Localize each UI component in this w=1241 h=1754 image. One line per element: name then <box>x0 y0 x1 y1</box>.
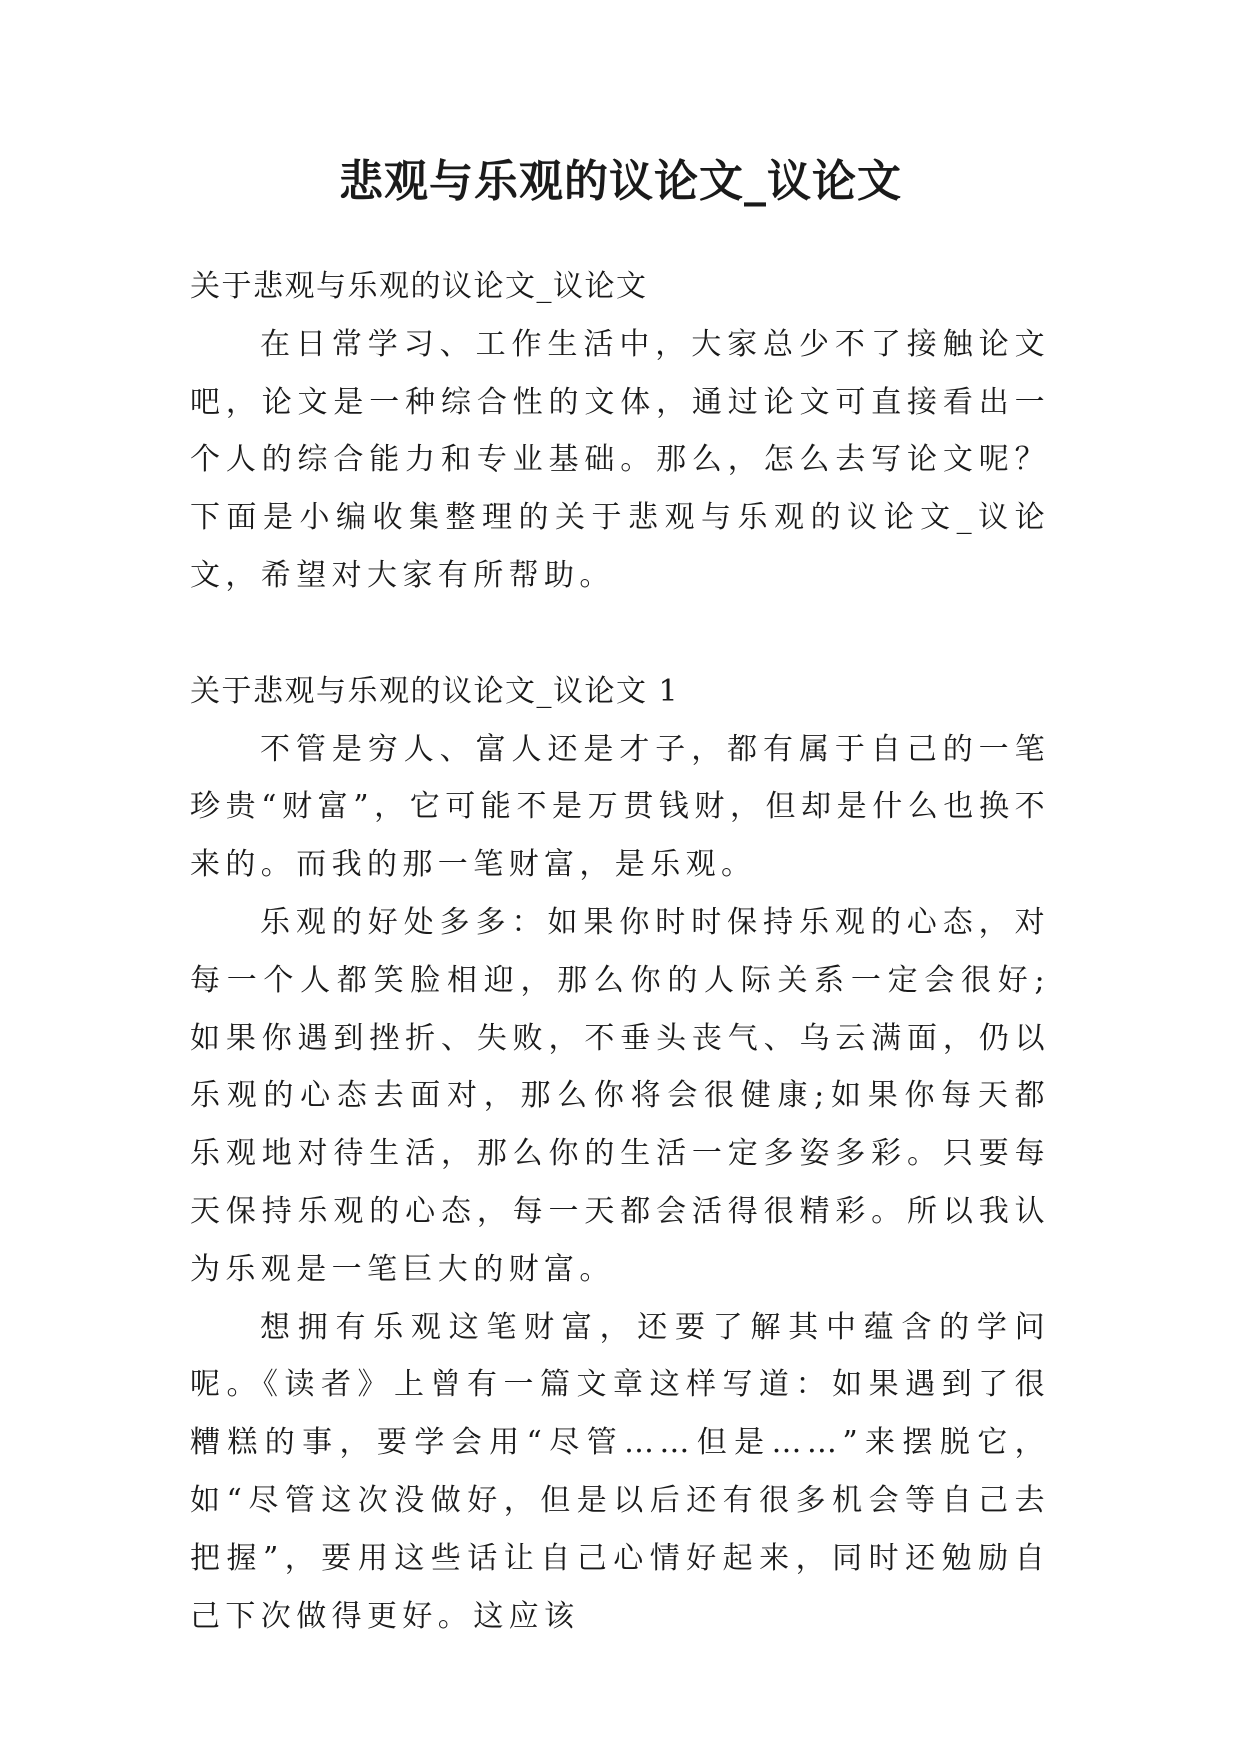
section-spacer <box>190 605 1050 663</box>
section-heading: 关于悲观与乐观的议论文_议论文 1 <box>190 673 680 709</box>
intro-paragraph: 在日常学习、工作生活中，大家总少不了接触论文吧，论文是一种综合性的文体，通过论文可直接看出一个人的综合能力和专业基础。那么，怎么去写论文呢？下面是小编收集整理的关于悲观与乐观的议论文_议论文，希望对大家有所帮助。 <box>190 326 1050 593</box>
document-body <box>190 258 1050 1645</box>
body-paragraph: 不管是穷人、富人还是才子，都有属于自己的一笔珍贵“财富”，它可能不是万贯钱财，但却是什么也换不来的。而我的那一笔财富，是乐观。 <box>190 731 1050 883</box>
body-paragraph: 想拥有乐观这笔财富，还要了解其中蕴含的学问呢。《读者》上曾有一篇文章这样写道：如果遇到了很糟糕的事，要学会用“尽管……但是……”来摆脱它，如“尽管这次没做好，但是以后还有很多机会等自己去把握”，要用这些话让自己心情好起来，同时还勉励自己下次做得更好。这应该 <box>190 1309 1050 1634</box>
document-title: 悲观与乐观的议论文_议论文 <box>339 156 902 207</box>
body-paragraph: 乐观的好处多多：如果你时时保持乐观的心态，对每一个人都笑脸相迎，那么你的人际关系一定会很好;如果你遇到挫折、失败，不垂头丧气、乌云满面，仍以乐观的心态去面对，那么你将会很健康;如果你每天都乐观地对待生活，那么你的生活一定多姿多彩。只要每天保持乐观的心态，每一天都会活得很精彩。所以我认为乐观是一笔巨大的财富。 <box>190 904 1050 1287</box>
intro-heading: 关于悲观与乐观的议论文_议论文 <box>190 269 648 304</box>
